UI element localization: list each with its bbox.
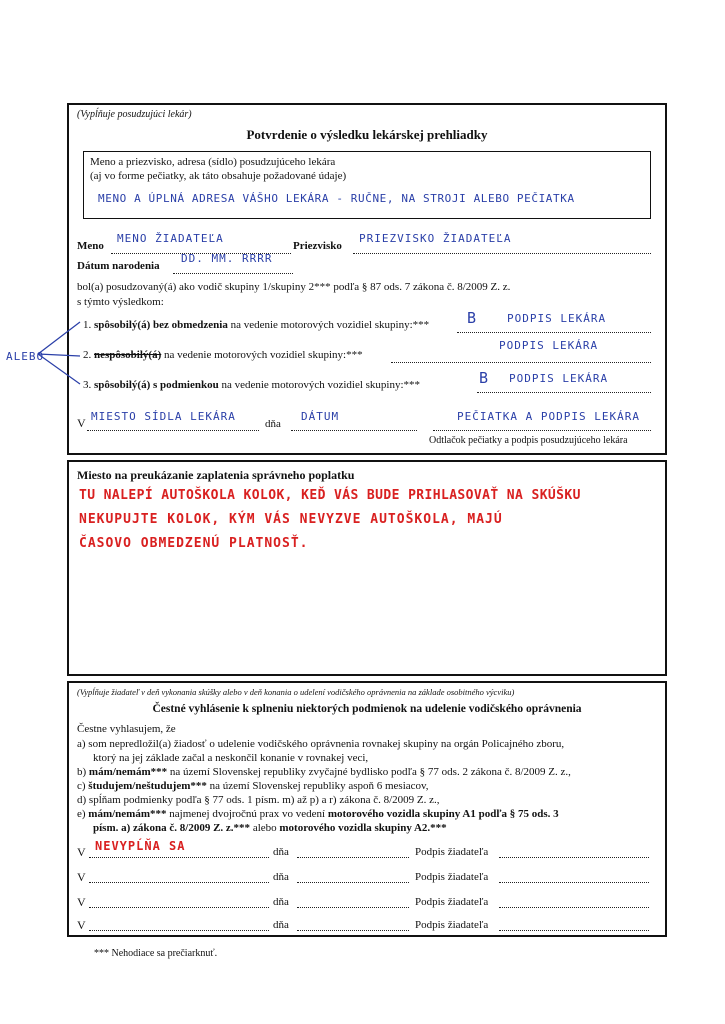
dob-value[interactable]: DD. MM. RRRR [181,252,273,265]
result-3-group[interactable]: B [479,369,490,387]
declaration-intro: Čestne vyhlasujem, že [77,723,176,735]
declaration-section [67,681,667,937]
doctor-box-label-2: (aj vo forme pečiatky, ak táto obsahuje požadované údaje) [90,170,347,182]
sign-row: V NEVYPĹŇA SA dňa Podpis žiadateľa [69,841,665,861]
result-2: 2. nespôsobilý(á) na vedenie motorových vozidiel skupiny:*** [83,349,363,361]
surname-value[interactable]: PRIEZVISKO ŽIADATEĽA [359,232,512,245]
fee-payment-section [67,460,667,676]
fee-note-line-1: TU NALEPÍ AUTOŠKOLA KOLOK, KEĎ VÁS BUDE PRIHLASOVAŤ NA SKÚŠKU [79,488,581,503]
doctor-box-label-1: Meno a priezvisko, adresa (sídlo) posudzujúceho lekára [90,156,336,168]
declaration-item-e-cont: písm. a) zákona č. 8/2009 Z. z.*** alebo motorového vozidla skupiny A2.*** [93,822,447,834]
evaluated-line-2: s týmto výsledkom: [77,296,164,308]
date-value[interactable]: DÁTUM [301,410,340,423]
stamp-caption: Odtlačok pečiatky a podpis posudzujúceho lekára [429,435,628,446]
result-3: 3. spôsobilý(á) s podmienkou na vedenie motorových vozidiel skupiny:*** [83,379,421,391]
fee-note-line-2: NEKUPUJTE KOLOK, KÝM VÁS NEVYZVE AUTOŠKOLA, MAJÚ [79,512,503,527]
place-prefix: V [77,416,86,430]
footnote: *** Nehodiace sa prečiarknuť. [94,948,218,959]
declaration-note: (Vypĺňuje žiadateľ v deň vykonania skúšky alebo v deň konania o udelení vodičského oprávnenia na základe osobitného výcviku) [77,687,515,697]
name-value[interactable]: MENO ŽIADATEĽA [117,232,224,245]
declaration-item-c: c) študujem/neštudujem*** na území Slovenskej republiky aspoň 6 mesiacov, [77,780,429,792]
place-value[interactable]: MIESTO SÍDLA LEKÁRA [91,410,236,423]
doctor-box-value[interactable]: MENO A ÚPLNÁ ADRESA VÁŠHO LEKÁRA - RUČNE, NA STROJI ALEBO PEČIATKA [98,192,575,205]
declaration-item-b: b) mám/nemám*** na území Slovenskej republiky zvyčajné bydlisko podľa § 77 ods. 2 zákona č. 8/2009 Z. z., [77,766,571,778]
sign-row-1-place[interactable]: NEVYPĹŇA SA [95,839,186,853]
alebo-annotation: ALEBO [6,350,45,363]
result-1-group[interactable]: B [467,309,478,327]
result-2-sign[interactable]: PODPIS LEKÁRA [499,339,599,352]
stamp-value[interactable]: PEČIATKA A PODPIS LEKÁRA [457,410,640,423]
sign-row: V dňa Podpis žiadateľa [69,916,665,936]
dob-label: Dátum narodenia [77,260,160,272]
result-1: 1. spôsobilý(á) bez obmedzenia na vedenie motorových vozidiel skupiny:*** [83,319,430,331]
evaluated-line-1: bol(a) posudzovaný(á) ako vodič skupiny 1/skupiny 2*** podľa § 87 ods. 7 zákona č. 8/2009 Z. z. [77,281,511,293]
doctor-info-box [83,151,651,219]
result-3-sign[interactable]: PODPIS LEKÁRA [509,372,609,385]
sign-row: V dňa Podpis žiadateľa [69,891,665,911]
name-label: Meno [77,240,104,252]
surname-label: Priezvisko [293,240,342,252]
date-label: dňa [265,418,281,430]
section-title: Potvrdenie o výsledku lekárskej prehliadky [246,127,488,142]
declaration-item-e: e) mám/nemám*** najmenej dvojročnú prax vo vedení motorového vozidla skupiny A1 podľa § 75 ods. 3 [77,808,559,820]
declaration-item-d: d) spĺňam podmienky podľa § 77 ods. 1 písm. m) až p) a r) zákona č. 8/2009 Z. z., [77,794,440,806]
section-note: (Vypĺňuje posudzujúci lekár) [77,109,192,120]
medical-certificate-section [67,103,667,455]
declaration-title: Čestné vyhlásenie k splneniu niektorých podmienok na udelenie vodičského oprávnenia [152,703,582,715]
declaration-item-a: a) som nepredložil(a) žiadosť o udelenie vodičského oprávnenia rovnakej skupiny na orgán Policajného zboru, [77,738,565,750]
declaration-item-a-cont: ktorý na jej základe začal a neskončil konanie v rovnakej veci, [93,752,369,764]
fee-note-line-3: ČASOVO OBMEDZENÚ PLATNOSŤ. [79,536,309,551]
sign-row: V dňa Podpis žiadateľa [69,866,665,886]
result-1-sign[interactable]: PODPIS LEKÁRA [507,312,607,325]
fee-section-title: Miesto na preukázanie zaplatenia správneho poplatku [77,468,355,482]
alebo-bracket-icon [36,318,86,390]
